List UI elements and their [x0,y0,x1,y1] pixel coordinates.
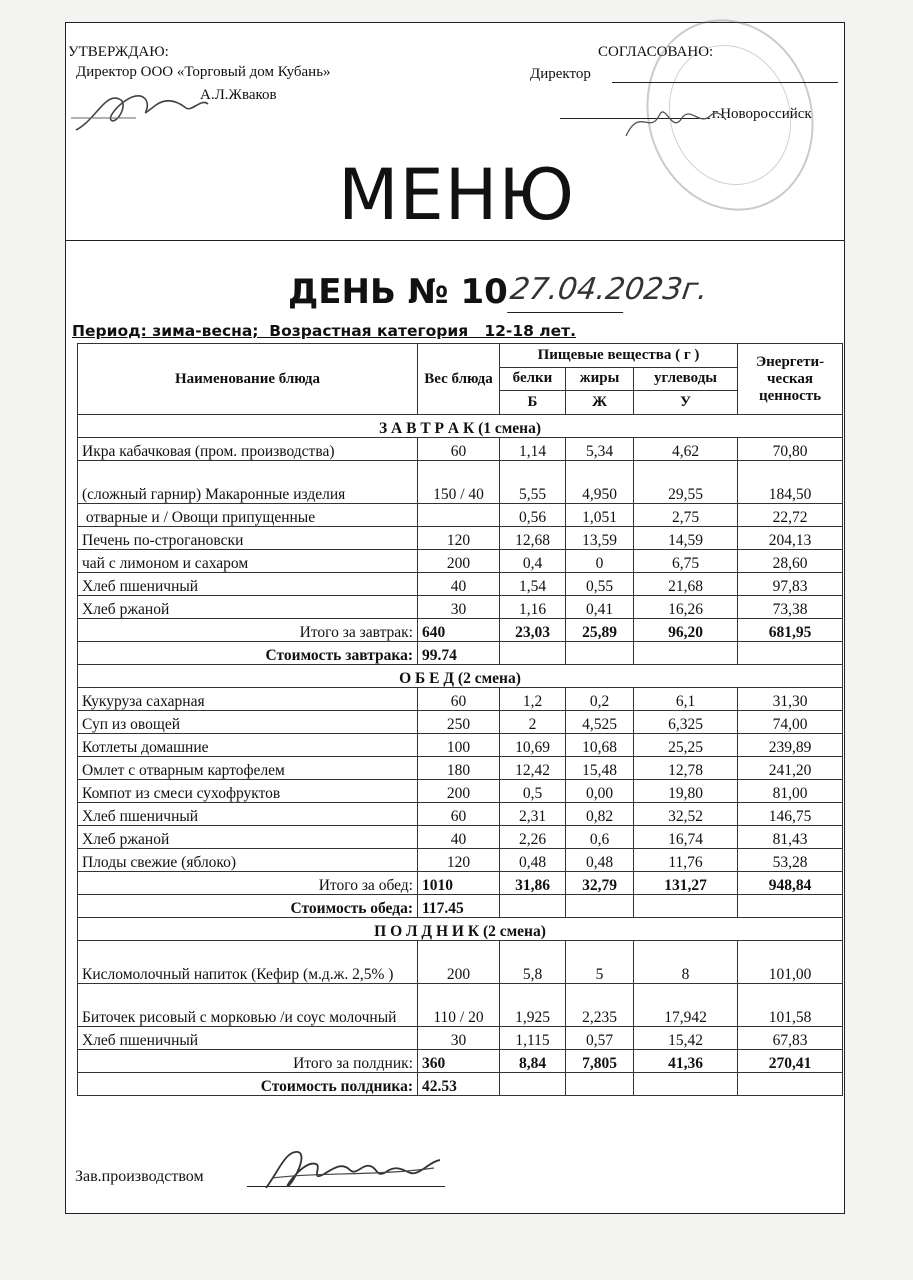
dish-carbs: 12,78 [634,757,738,780]
table-row [78,1027,843,1050]
dish-energy: 101,00 [738,941,843,984]
dish-energy: 67,83 [738,1027,843,1050]
dish-fat: 2,235 [566,984,634,1027]
dish-name: Котлеты домашние [78,734,418,757]
dish-fat: 13,59 [566,527,634,550]
dish-fat: 0,2 [566,688,634,711]
dish-name: (сложный гарнир) Макаронные изделия [78,461,418,504]
table-row [78,826,843,849]
dish-fat: 0,48 [566,849,634,872]
cost-row [78,642,843,665]
agree-city: г.Новороссийск [712,106,812,122]
dish-name: Печень по-строгановски [78,527,418,550]
total-protein: 31,86 [500,872,566,895]
dish-carbs: 15,42 [634,1027,738,1050]
dish-name: Кукуруза сахарная [78,688,418,711]
dish-protein: 0,48 [500,849,566,872]
dish-protein: 1,925 [500,984,566,1027]
dish-weight: 60 [418,688,500,711]
dish-weight: 100 [418,734,500,757]
cost-row [78,1073,843,1096]
section-breakfast: З А В Т Р А К (1 смена) [78,415,843,438]
table-row [78,550,843,573]
dish-fat: 0,82 [566,803,634,826]
col-carbs: углеводы [634,367,738,391]
dish-protein: 12,68 [500,527,566,550]
table-row [78,438,843,461]
total-weight: 640 [418,619,500,642]
dish-energy: 241,20 [738,757,843,780]
table-row [78,688,843,711]
dish-energy: 31,30 [738,688,843,711]
total-fat: 32,79 [566,872,634,895]
dish-weight: 120 [418,527,500,550]
dish-weight: 30 [418,1027,500,1050]
dish-fat: 0 [566,550,634,573]
agree-title: СОГЛАСОВАНО: [598,44,714,60]
dish-carbs: 16,26 [634,596,738,619]
dish-name: Компот из смеси сухофруктов [78,780,418,803]
dish-protein: 1,2 [500,688,566,711]
dish-carbs: 4,62 [634,438,738,461]
col-protein-abbr: Б [500,391,566,415]
dish-fat: 0,57 [566,1027,634,1050]
col-nutrients: Пищевые вещества ( г ) [500,344,738,368]
dish-fat: 4,950 [566,461,634,504]
table-row [78,780,843,803]
dish-energy: 74,00 [738,711,843,734]
dish-name: Суп из овощей [78,711,418,734]
dish-weight: 40 [418,826,500,849]
dish-protein: 1,16 [500,596,566,619]
dish-weight: 200 [418,941,500,984]
dish-weight [418,504,500,527]
dish-name: чай с лимоном и сахаром [78,550,418,573]
col-name: Наименование блюда [78,344,418,415]
section-lunch: О Б Е Д (2 смена) [78,665,843,688]
dish-protein: 10,69 [500,734,566,757]
agree-line [612,82,838,83]
dish-fat: 1,051 [566,504,634,527]
dish-fat: 5,34 [566,438,634,461]
total-row [78,1050,843,1073]
dish-energy: 97,83 [738,573,843,596]
total-label: Итого за завтрак: [78,619,418,642]
total-energy: 270,41 [738,1050,843,1073]
dish-energy: 81,43 [738,826,843,849]
page-title: МЕНЮ [338,154,575,236]
col-weight: Вес блюда [418,344,500,415]
total-label: Итого за обед: [78,872,418,895]
total-fat: 7,805 [566,1050,634,1073]
dish-carbs: 17,942 [634,984,738,1027]
approve-signature [66,70,216,140]
total-row [78,619,843,642]
dish-protein: 1,54 [500,573,566,596]
menu-table [77,343,843,1096]
dish-energy: 146,75 [738,803,843,826]
dish-carbs: 25,25 [634,734,738,757]
title-divider [65,240,845,241]
dish-energy: 204,13 [738,527,843,550]
approve-title: УТВЕРЖДАЮ: [68,44,169,60]
dish-weight: 150 / 40 [418,461,500,504]
table-row [78,757,843,780]
dish-name: Хлеб ржаной [78,826,418,849]
dish-fat: 0,55 [566,573,634,596]
table-row [78,527,843,550]
col-fat-abbr: Ж [566,391,634,415]
production-head-label: Зав.производством [75,1168,204,1185]
dish-name: Хлеб пшеничный [78,803,418,826]
total-energy: 681,95 [738,619,843,642]
dish-fat: 0,00 [566,780,634,803]
table-row [78,734,843,757]
dish-name: Омлет с отварным картофелем [78,757,418,780]
cost-label: Стоимость завтрака: [78,642,418,665]
dish-carbs: 21,68 [634,573,738,596]
table-row [78,941,843,984]
cost-value: 117.45 [418,895,500,918]
period-line: Период: зима-весна; Возрастная категория 12-18 лет. [72,322,577,340]
dish-protein: 12,42 [500,757,566,780]
dish-protein: 0,4 [500,550,566,573]
total-protein: 8,84 [500,1050,566,1073]
dish-energy: 22,72 [738,504,843,527]
dish-protein: 0,56 [500,504,566,527]
total-row [78,872,843,895]
dish-weight: 30 [418,596,500,619]
dish-energy: 28,60 [738,550,843,573]
dish-weight: 250 [418,711,500,734]
dish-carbs: 19,80 [634,780,738,803]
cost-label: Стоимость полдника: [78,1073,418,1096]
dish-protein: 5,55 [500,461,566,504]
section-snack: П О Л Д Н И К (2 смена) [78,918,843,941]
dish-weight: 110 / 20 [418,984,500,1027]
dish-protein: 2,26 [500,826,566,849]
col-fat: жиры [566,367,634,391]
col-protein: белки [500,367,566,391]
dish-fat: 0,41 [566,596,634,619]
total-carbs: 96,20 [634,619,738,642]
dish-carbs: 16,74 [634,826,738,849]
dish-carbs: 14,59 [634,527,738,550]
table-row [78,461,843,504]
dish-energy: 53,28 [738,849,843,872]
table-row [78,803,843,826]
dish-fat: 15,48 [566,757,634,780]
dish-name: Биточек рисовый с морковью /и соус молочный [78,984,418,1027]
day-label: ДЕНЬ № 10 [288,272,508,312]
table-row [78,849,843,872]
dish-weight: 120 [418,849,500,872]
dish-name: Икра кабачковая (пром. производства) [78,438,418,461]
col-carbs-abbr: У [634,391,738,415]
dish-protein: 2,31 [500,803,566,826]
dish-carbs: 11,76 [634,849,738,872]
table-row [78,596,843,619]
dish-weight: 40 [418,573,500,596]
approve-position: Директор ООО «Торговый дом Кубань» [76,64,331,80]
dish-carbs: 2,75 [634,504,738,527]
dish-weight: 180 [418,757,500,780]
table-row [78,504,843,527]
dish-weight: 200 [418,780,500,803]
total-energy: 948,84 [738,872,843,895]
dish-fat: 0,6 [566,826,634,849]
cost-label: Стоимость обеда: [78,895,418,918]
table-row [78,984,843,1027]
dish-fat: 4,525 [566,711,634,734]
cost-value: 42.53 [418,1073,500,1096]
total-carbs: 131,27 [634,872,738,895]
dish-carbs: 32,52 [634,803,738,826]
dish-carbs: 6,1 [634,688,738,711]
dish-protein: 5,8 [500,941,566,984]
dish-name: Хлеб пшеничный [78,573,418,596]
agree-position: Директор [530,66,591,82]
total-carbs: 41,36 [634,1050,738,1073]
dish-carbs: 6,75 [634,550,738,573]
dish-carbs: 8 [634,941,738,984]
dish-weight: 200 [418,550,500,573]
dish-energy: 81,00 [738,780,843,803]
dish-protein: 0,5 [500,780,566,803]
col-energy: Энергети-ческая ценность [738,344,843,415]
table-row [78,711,843,734]
dish-energy: 70,80 [738,438,843,461]
dish-energy: 239,89 [738,734,843,757]
dish-name: Хлеб пшеничный [78,1027,418,1050]
dish-name: Плоды свежие (яблоко) [78,849,418,872]
dish-weight: 60 [418,438,500,461]
dish-name: Кисломолочный напиток (Кефир (м.д.ж. 2,5% ) [78,941,418,984]
dish-fat: 10,68 [566,734,634,757]
cost-row [78,895,843,918]
dish-name: Хлеб ржаной [78,596,418,619]
dish-weight: 60 [418,803,500,826]
dish-protein: 1,14 [500,438,566,461]
cost-value: 99.74 [418,642,500,665]
total-fat: 25,89 [566,619,634,642]
dish-protein: 1,115 [500,1027,566,1050]
table-row [78,573,843,596]
total-weight: 1010 [418,872,500,895]
dish-carbs: 6,325 [634,711,738,734]
total-label: Итого за полдник: [78,1050,418,1073]
dish-name: отварные и / Овощи припущенные [78,504,418,527]
dish-energy: 184,50 [738,461,843,504]
handwritten-date: 27.04.2023г. [507,272,629,313]
production-head-signature [258,1142,448,1194]
approve-name: А.Л.Жваков [200,87,277,103]
dish-energy: 101,58 [738,984,843,1027]
dish-energy: 73,38 [738,596,843,619]
total-protein: 23,03 [500,619,566,642]
dish-protein: 2 [500,711,566,734]
total-weight: 360 [418,1050,500,1073]
dish-fat: 5 [566,941,634,984]
agree-signature [620,96,730,146]
dish-carbs: 29,55 [634,461,738,504]
